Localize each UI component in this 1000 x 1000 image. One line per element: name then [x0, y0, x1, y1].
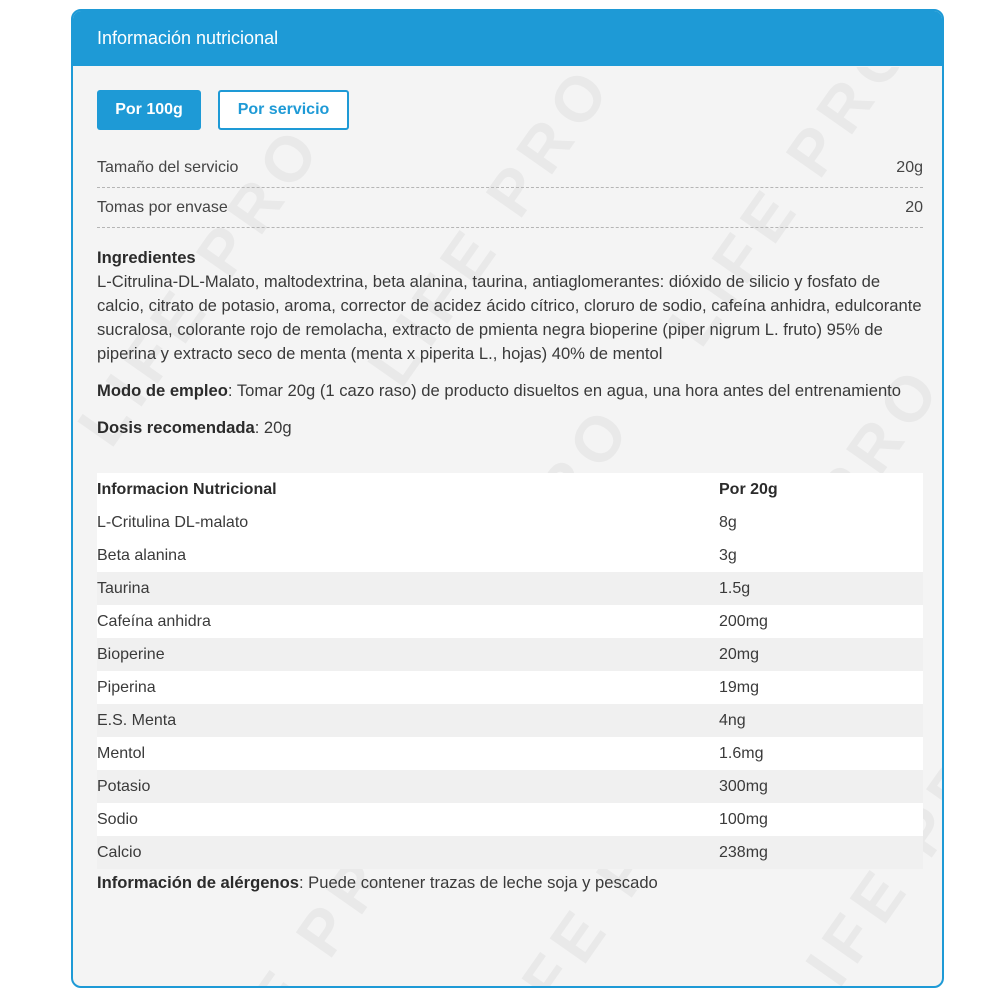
table-header-name: Informacion Nutricional	[97, 480, 277, 498]
allergens-label: Información de alérgenos	[97, 873, 299, 892]
servings-per-container-value: 20	[905, 198, 923, 216]
table-row	[97, 638, 923, 671]
nutrient-amount: 19mg	[719, 678, 760, 696]
table-header-row	[97, 473, 923, 506]
tab-per-serving[interactable]: Por servicio	[218, 90, 349, 130]
nutrient-amount: 4ng	[719, 711, 746, 729]
table-header-amount: Por 20g	[719, 480, 778, 498]
nutrient-name: Beta alanina	[97, 546, 186, 564]
dose-label: Dosis recomendada	[97, 418, 255, 437]
nutrient-amount: 8g	[719, 513, 737, 531]
serving-info	[97, 148, 923, 228]
usage-section	[97, 379, 927, 403]
nutrient-amount: 1.5g	[719, 579, 751, 597]
table-row	[97, 506, 923, 539]
nutrient-amount: 300mg	[719, 777, 768, 795]
serving-size-row	[97, 148, 923, 188]
nutrient-name: Cafeína anhidra	[97, 612, 211, 630]
table-row	[97, 539, 923, 572]
nutrition-table	[97, 473, 923, 869]
table-row	[97, 605, 923, 638]
nutrient-name: L-Critulina DL-malato	[97, 513, 249, 531]
servings-per-container-label: Tomas por envase	[97, 198, 228, 216]
ingredients-title: Ingredientes	[97, 248, 196, 267]
allergens-section	[97, 871, 927, 895]
dose-section	[97, 416, 927, 440]
nutrient-amount: 3g	[719, 546, 737, 564]
ingredients-text: L-Citrulina-DL-Malato, maltodextrina, beta alanina, taurina, antiaglomerantes: dióxido de silicio y fosfato de calcio, citrato de potasio, aroma, corrector de acidez ácido cítrico, cloruro de sodio, cafeína anhidra, edulcorante sucralosa, colorante rojo de remolacha, extracto de pmienta negra bioperine (piper nigrum L. fruto) 95% de piperina y extracto seco de menta (menta x piperita L., hojas) 40% de mentol	[97, 272, 922, 363]
servings-per-container-row	[97, 188, 923, 228]
table-row	[97, 770, 923, 803]
nutrient-name: Sodio	[97, 810, 138, 828]
serving-size-value: 20g	[896, 158, 923, 176]
nutrient-amount: 200mg	[719, 612, 768, 630]
panel-title: Información nutricional	[97, 28, 279, 48]
panel-content	[73, 66, 942, 895]
table-row	[97, 704, 923, 737]
dose-text: : 20g	[254, 418, 292, 437]
nutrient-name: Piperina	[97, 678, 156, 696]
table-row	[97, 671, 923, 704]
nutrient-amount: 1.6mg	[719, 744, 764, 762]
serving-size-label: Tamaño del servicio	[97, 158, 239, 176]
nutrient-amount: 100mg	[719, 810, 768, 828]
nutrient-name: E.S. Menta	[97, 711, 177, 729]
usage-text: : Tomar 20g (1 cazo raso) de producto disueltos en agua, una hora antes del entrenamiento	[227, 381, 902, 400]
nutrient-amount: 238mg	[719, 843, 768, 861]
table-row	[97, 803, 923, 836]
allergens-text: : Puede contener trazas de leche soja y pescado	[298, 873, 658, 892]
tab-per-100g[interactable]: Por 100g	[97, 90, 201, 130]
nutrient-name: Taurina	[97, 579, 150, 597]
nutrient-name: Potasio	[97, 777, 151, 795]
nutrition-panel	[71, 9, 944, 988]
table-row	[97, 836, 923, 869]
nutrient-amount: 20mg	[719, 645, 760, 663]
panel-header	[73, 11, 942, 66]
nutrient-name: Bioperine	[97, 645, 165, 663]
nutrient-name: Mentol	[97, 744, 146, 762]
unit-tabs	[97, 90, 918, 130]
usage-label: Modo de empleo	[97, 381, 228, 400]
table-row	[97, 572, 923, 605]
table-row	[97, 737, 923, 770]
ingredients-section	[97, 246, 927, 366]
nutrient-name: Calcio	[97, 843, 142, 861]
